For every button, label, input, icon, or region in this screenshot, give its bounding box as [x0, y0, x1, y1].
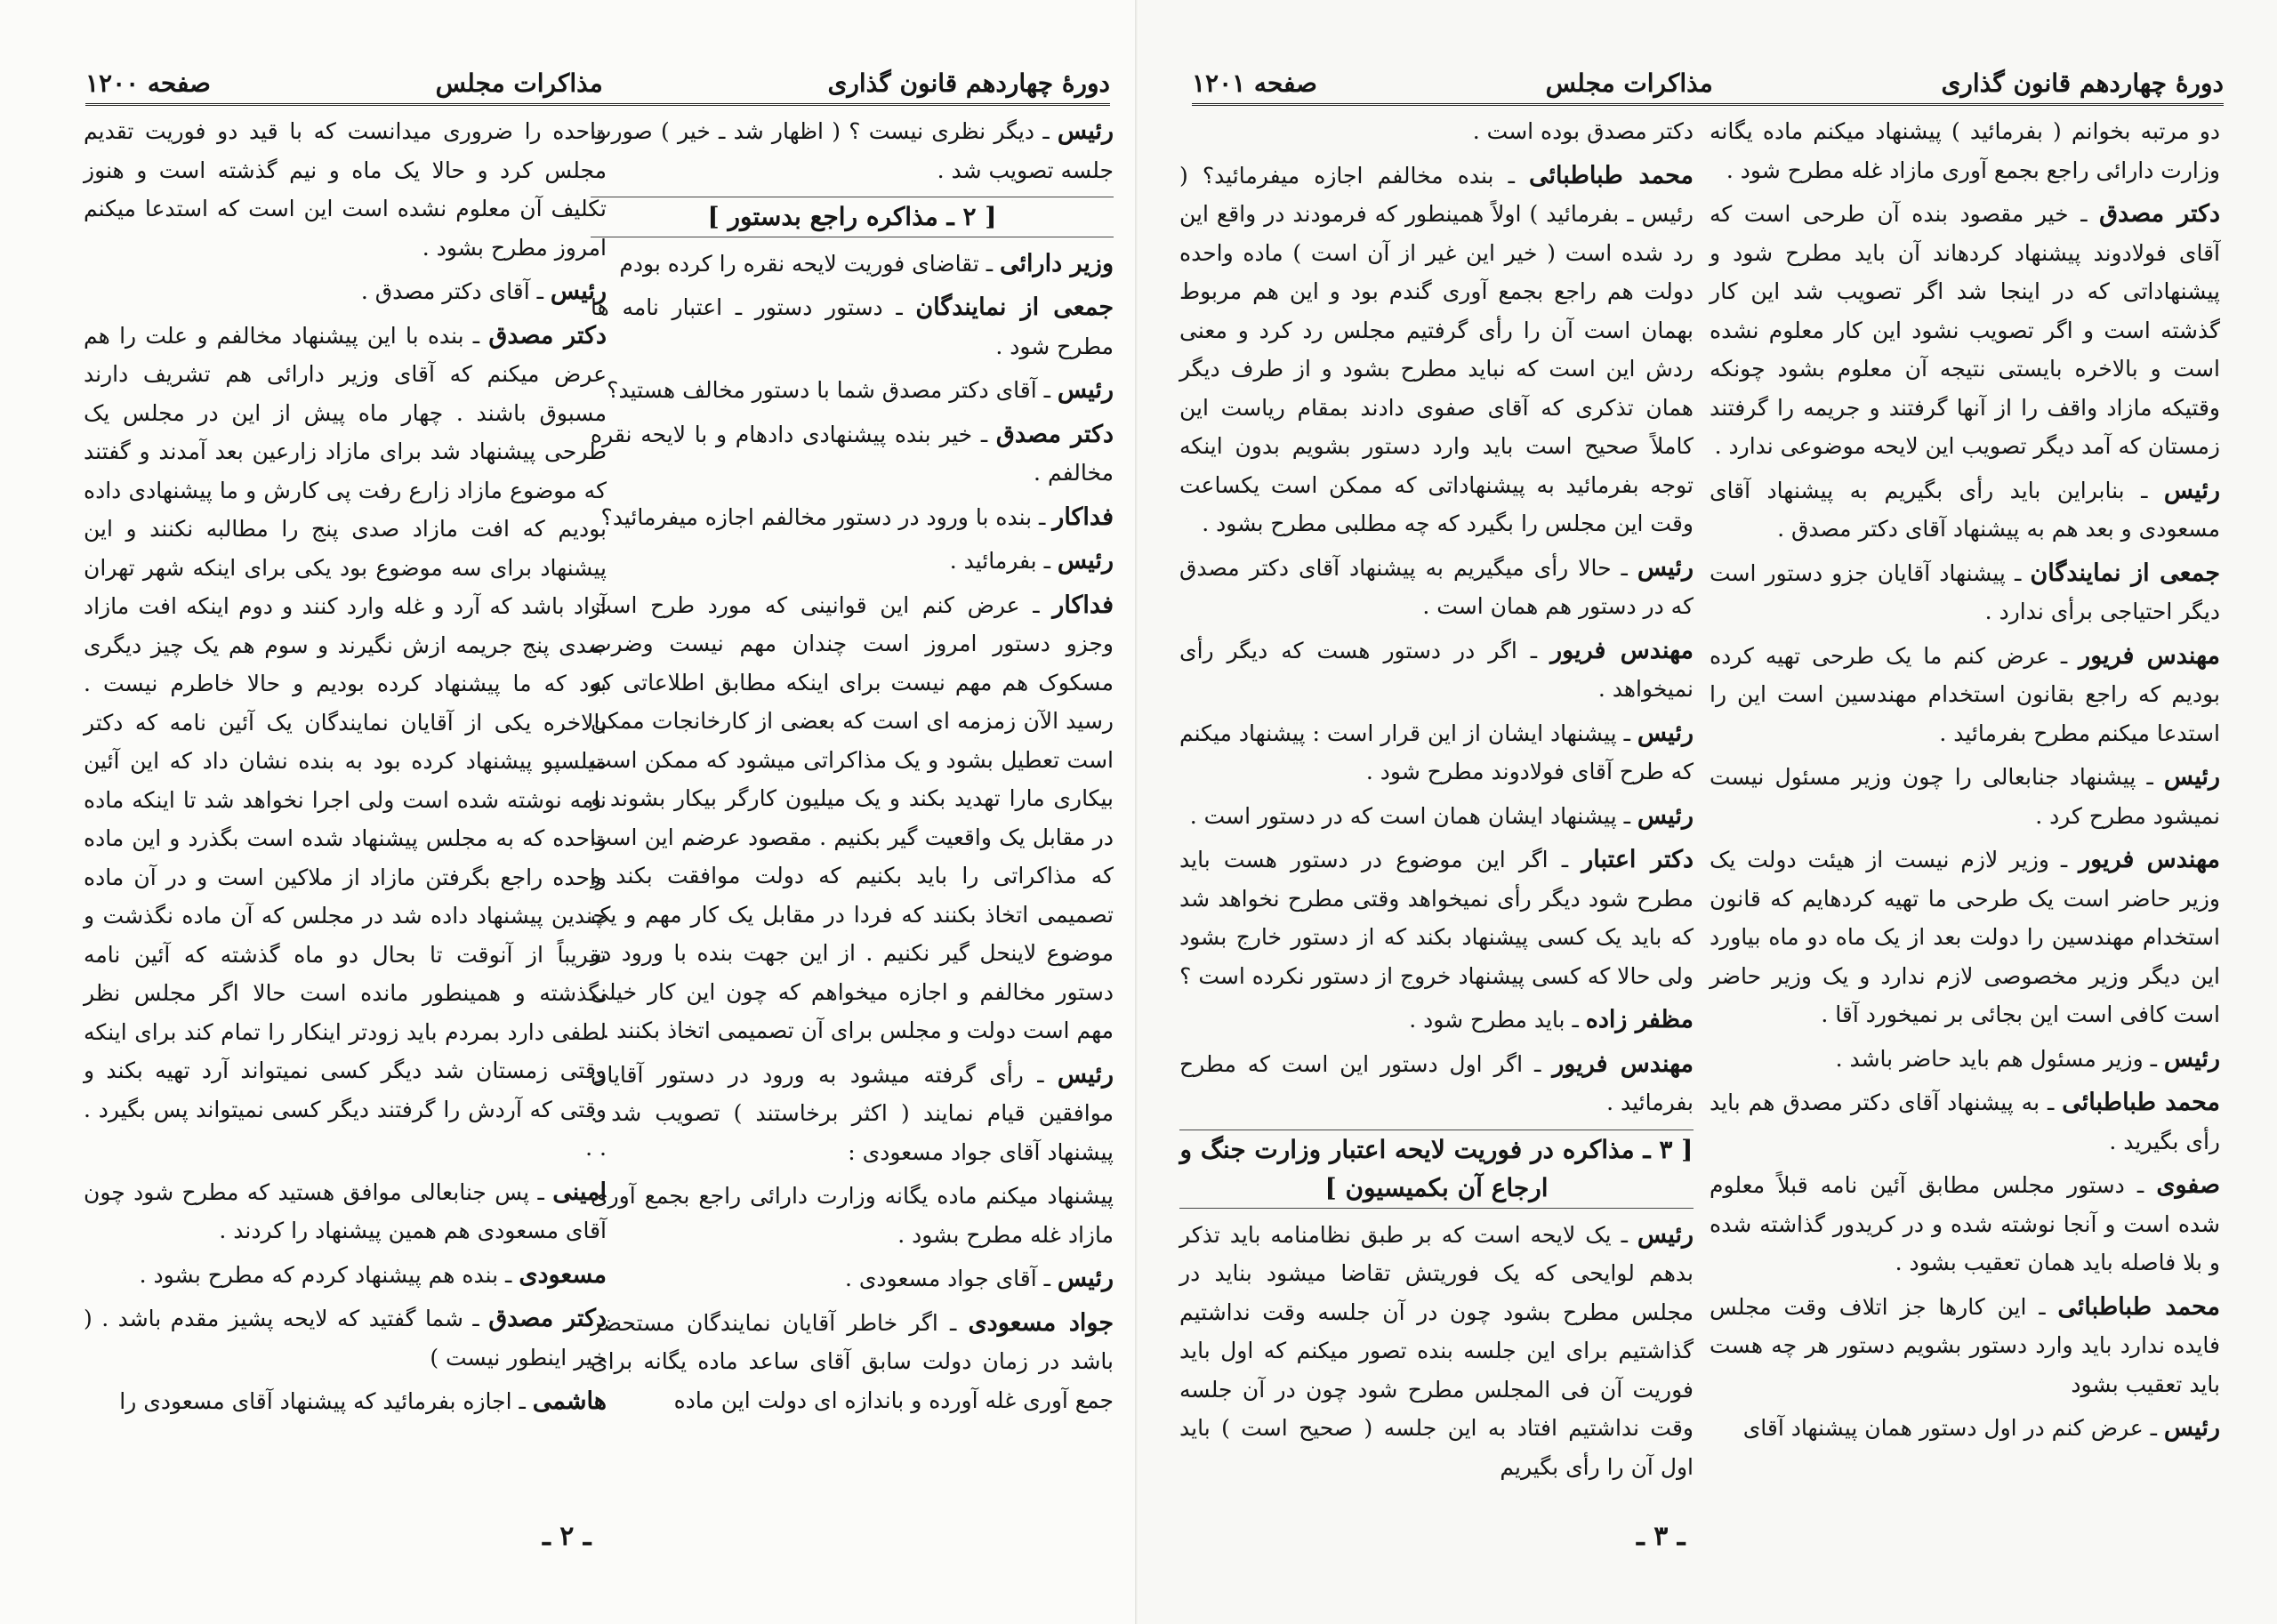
- speaker-name: محمد طباطبائی: [1529, 161, 1694, 189]
- speech-text: یک لایحه است که بر طبق نظامنامه باید تذکر بدهم لوایحی که یک فوریتش تقاضا میشود بناید در مجلس مطرح بشود چون در آن جلسه وقت نداشتیم گذاشتیم برای این جلسه بنده تصور میکنم که اول باید فوریت آن فی المجلس مطرح شود چون در آن جلسه وقت نداشتیم افتاد به این جلسه ( صحیح است ) باید اول آن را رأی بگیریم: [1179, 1221, 1694, 1480]
- text-column-right: [591, 112, 1114, 1425]
- speech-text: پیشنهاد جنابعالی را چون وزیر مسئول نیست نمیشود مطرح کرد .: [1710, 764, 2220, 829]
- transcript-paragraph: [591, 245, 1114, 284]
- transcript-paragraph: [1710, 1040, 2220, 1079]
- speech-text: دیگر نظری نیست ؟ ( اظهار شد ـ خیر ) صورت جلسه تصویب شد .: [591, 118, 1114, 183]
- transcript-paragraph: [1179, 549, 1694, 626]
- transcript-paragraph: [84, 317, 607, 1168]
- speaker-dash: ـ: [978, 250, 1001, 277]
- speaker-name: دکتر مصدق: [995, 420, 1114, 448]
- speaker-dash: ـ: [2143, 1415, 2164, 1441]
- speaker-name: محمد طباطبائی: [2057, 1292, 2221, 1321]
- speech-text: این کارها جز اتلاف وقت مجلس فایده ندارد باید وارد دستور بشویم دستور هر چه هست باید تعقیب بشود: [1710, 1293, 2220, 1397]
- speaker-dash: ـ: [1548, 847, 1582, 872]
- speaker-name: وزیر دارائی: [1000, 249, 1114, 277]
- speaker-name: جمعی از نمایندگان: [2030, 559, 2221, 587]
- speaker-dash: ـ: [2049, 642, 2080, 669]
- speaker-name: رئیس: [550, 277, 607, 305]
- speaker-dash: ـ: [1565, 1007, 1586, 1033]
- transcript-paragraph: [1179, 797, 1694, 836]
- transcript-paragraph: [591, 288, 1114, 366]
- speaker-dash: ـ: [511, 1388, 533, 1414]
- speech-text: آقای جواد مسعودی .: [844, 1266, 1037, 1291]
- transcript-paragraph: [1710, 1288, 2220, 1404]
- transcript-paragraph: [84, 1173, 607, 1250]
- speaker-dash: ـ: [463, 1306, 489, 1331]
- transcript-paragraph: [1179, 1216, 1694, 1487]
- page-number: صفحه ۱۲۰۱: [1192, 68, 1317, 98]
- speaker-dash: ـ: [1036, 377, 1058, 403]
- speaker-name: دکتر اعتبار: [1581, 846, 1694, 873]
- speaker-name: صفوی: [2156, 1171, 2220, 1199]
- speaker-dash: ـ: [2124, 1172, 2157, 1198]
- speaker-dash: ـ: [2068, 201, 2100, 227]
- speaker-dash: ـ: [1036, 1266, 1058, 1291]
- transcript-paragraph: [1710, 112, 2220, 189]
- speech-text: تقاضای فوریت لایحه نقره را کرده بودم: [619, 250, 979, 277]
- transcript-paragraph: [1179, 840, 1694, 995]
- speaker-name: رئیس: [1057, 547, 1114, 575]
- transcript-paragraph: [84, 112, 607, 267]
- speaker-name: دکتر مصدق: [488, 1305, 607, 1332]
- speech-text: پیشنهاد آقایان جزو دستور است دیگر احتیاجی برأی ندارد .: [1710, 559, 2220, 624]
- text-column-right: [1710, 112, 2220, 1453]
- speaker-dash: ـ: [463, 322, 489, 349]
- speaker-name: رئیس: [1057, 117, 1114, 145]
- speaker-dash: ـ: [498, 1261, 519, 1288]
- speaker-name: رئیس: [1637, 553, 1694, 582]
- speaker-dash: ـ: [882, 294, 916, 320]
- transcript-paragraph: [591, 371, 1114, 410]
- transcript-paragraph: [1710, 1166, 2220, 1282]
- section-heading: [ ۳ ـ مذاکره در فوریت لایحه اعتبار وزارت جنگ و ارجاع آن بکمیسیون ]: [1179, 1130, 1694, 1209]
- speaker-name: فداکار: [1052, 502, 1114, 531]
- speech-text: عرض کنم ما یک طرحی تهیه کرده بودیم که راجع بقانون استخدام مهندسین است این را استدعا میکنم مطرح بفرمائید .: [1710, 642, 2220, 746]
- speaker-dash: ـ: [1023, 1061, 1058, 1088]
- speaker-dash: ـ: [2136, 764, 2164, 790]
- transcript-paragraph: [84, 1299, 607, 1377]
- speaker-name: مهندس فریور: [1552, 1049, 1694, 1078]
- transcript-paragraph: [591, 1056, 1114, 1172]
- speaker-dash: ـ: [1616, 720, 1637, 746]
- speaker-dash: ـ: [1611, 554, 1637, 581]
- speaker-name: مهندس فریور: [2079, 846, 2220, 873]
- speech-text: پس جنابعالی موافق هستید که مطرح شود چون آقای مسعودی هم همین پیشنهاد را کردند .: [84, 1178, 607, 1243]
- transcript-paragraph: [591, 112, 1114, 189]
- speaker-name: دکتر مصدق: [2099, 200, 2221, 228]
- speech-text: بنده با ورود در دستور مخالفم اجازه میفرمائید؟: [600, 503, 1033, 530]
- transcript-paragraph: [1179, 1001, 1694, 1040]
- transcript-paragraph: [1710, 637, 2220, 753]
- speaker-name: رئیس: [2163, 476, 2220, 504]
- transcript-paragraph: [1179, 112, 1694, 151]
- speech-text: دکتر مصدق بوده است .: [1472, 118, 1694, 144]
- speech-text: بنده با این پیشنهاد مخالفم و علت را هم عرض میکنم که آقای وزیر دارائی هم تشریف دارند مسبوق باشند . چهار ماه پیش از این در مجلس یک طرحی پیشنهاد شد برای مازاد زارعین بعد آمدند و گفتند که موضوع مازاد زارع رفت پی کارش و ما پیشنهادی داده بودیم که افت مازاد صدی پنج را مطالبه نکنند و این پیشنهاد برای سه موضوع بود یکی برای اینکه شهر تهران آزاد باشد که آرد و غله وارد کنند و دوم اینکه افت مازاد صدی پنج جریمه ازش نگیرند و سوم هم یک چیز دیگری بود که ما پیشنهاد کرده بودیم و حالا خاطرم نیست . بالاخره یکی از آقایان نمایندگان یک آئین نامه که دکتر میلسپو پیشنهاد کرده بود به بنده نشان داد که این آئین نامه نوشته شده است ولی اجرا نخواهد شد تا اینکه ماده واحده که به مجلس پیشنهاد شده است بگذرد و این ماده واحده راجع بگرفتن مازاد از ملاکین است و در آن ماده چندین پیشنهاد داده شد در مجلس که آن ماده نگذشت و تقریباً از آنوقت تا بحال دو ماه گذشته که آئین نامه نگذشته و همینطور مانده است حالا اگر مجلس نظر لطفی دارد بمردم باید زودتر اینکار را تمام کند برای اینکه وقتی زمستان شد دیگر کسی نمیتواند آرد تهیه بکند و وقتی که آردش را گرفتند دیگر کسی نمیتواند پس بگیرد . . .: [84, 322, 607, 1161]
- transcript-paragraph: [1710, 471, 2220, 549]
- speaker-dash: ـ: [1616, 802, 1637, 829]
- transcript-paragraph: [1179, 714, 1694, 792]
- speaker-name: رئیس: [1637, 801, 1694, 830]
- speech-text: پیشنهاد میکنم ماده یگانه وزارت دارائی راجع بجمع آوری مازاد غله مطرح بشود .: [591, 1183, 1114, 1248]
- speaker-name: رئیس: [1057, 1265, 1114, 1292]
- speaker-name: امینی: [552, 1178, 607, 1206]
- speaker-dash: ـ: [529, 1178, 553, 1205]
- speech-text: باید مطرح شود .: [1409, 1007, 1565, 1033]
- speaker-dash: ـ: [1032, 503, 1053, 530]
- transcript-paragraph: [84, 272, 607, 311]
- speech-text: خیر مقصود بنده آن طرحی است که آقای فولادوند پیشنهاد کردهاند آن باید مطرح شود و پیشنهاداتی که در اینجا شد اگر تصویب شد این کار گذشته است و اگر تصویب نشود این کار معلوم نشده است و بالاخره بایستی نتیجه آن معلوم بشود چونکه وقتیکه مازاد واقف را از آنها گرفتند و جریمه را گرفتند زمستان که آمد دیگر تصویب این لایحه موضوعی ندارد .: [1710, 201, 2220, 459]
- speaker-name: هاشمی: [532, 1387, 607, 1415]
- speech-text: اجازه بفرمائید که پیشنهاد آقای مسعودی را: [119, 1388, 512, 1414]
- transcript-paragraph: [591, 498, 1114, 537]
- speech-text: وزیر لازم نیست از هیئت دولت یک وزیر حاضر است یک طرحی ما تهیه کردهایم که قانون استخدام مهندسین را دولت بعد از یک ماه دو ماه بیاورد این دیگر وزیر مخصوصی لازم ندارد و یک وزیر حاضر است کافی است این بجائی بر نمیخورد آقا .: [1710, 847, 2220, 1027]
- speech-text: شما گفتید که لایحه پشیز مقدم باشد . ( خیر اینطور نیست ): [84, 1306, 607, 1371]
- speaker-dash: ـ: [2026, 1293, 2058, 1320]
- speech-text: بفرمائید .: [949, 548, 1037, 574]
- text-column-left: [1179, 112, 1694, 1491]
- speaker-dash: ـ: [972, 421, 996, 447]
- session-series: دورهٔ چهاردهم قانون گذاری: [1941, 68, 2224, 98]
- speaker-name: رئیس: [1637, 719, 1694, 747]
- speaker-name: رئیس: [2163, 763, 2221, 791]
- speaker-dash: ـ: [529, 278, 551, 304]
- speaker-dash: ـ: [2040, 1089, 2063, 1115]
- speaker-dash: ـ: [2005, 559, 2031, 586]
- speech-text: اگر این موضوع در دستور هست باید مطرح شود دیگر رأی نمیخواهد وقتی مطرح نخواهد شد که باید یک کسی پیشنهاد بکند که از دستور خارج بشود ولی حالا که کسی پیشنهاد خروج از دستور نکرده است ؟: [1179, 847, 1694, 989]
- speech-text: دستور دستور ـ اعتبار نامه ها مطرح شود .: [591, 294, 1114, 359]
- speech-text: پیشنهاد ایشان از این قرار است : پیشنهاد میکنم که طرح آقای فولادوند مطرح شود .: [1179, 720, 1694, 784]
- speaker-dash: ـ: [1523, 1050, 1553, 1077]
- transcript-paragraph: [1710, 195, 2220, 466]
- speaker-dash: ـ: [1034, 118, 1058, 144]
- header-title: مذاکرات مجلس: [1545, 68, 1713, 98]
- speaker-name: رئیس: [1057, 1060, 1114, 1089]
- speech-text: آقای دکتر مصدق .: [360, 278, 530, 304]
- page-1201: [1138, 0, 2277, 1624]
- speaker-dash: ـ: [937, 1309, 969, 1336]
- page-number: صفحه ۱۲۰۰: [85, 68, 211, 98]
- speaker-name: مهندس فریور: [2079, 641, 2220, 670]
- speech-text: اگر اول دستور این است که مطرح بفرمائید .: [1179, 1050, 1694, 1115]
- speaker-name: مظفر زاده: [1585, 1006, 1694, 1033]
- speech-text: اگر در دستور هست که دیگر رأی نمیخواهد .: [1179, 637, 1694, 702]
- speech-text: بنابراین باید رأی بگیریم به پیشنهاد آقای مسعودی و بعد هم به پیشنهاد آقای دکتر مصدق .: [1710, 477, 2220, 542]
- transcript-paragraph: [84, 1256, 607, 1295]
- speech-text: دستور مجلس مطابق آئین نامه قبلاً معلوم شده است و آنجا نوشته شده و در کریدور گذاشته شده و بلا فاصله باید همان تعقیب بشود .: [1710, 1172, 2220, 1275]
- transcript-paragraph: [1710, 840, 2220, 1034]
- speaker-dash: ـ: [1611, 1221, 1637, 1248]
- transcript-paragraph: [591, 586, 1114, 1050]
- transcript-paragraph: [84, 1382, 607, 1421]
- transcript-paragraph: [1710, 1083, 2220, 1161]
- transcript-paragraph: [1179, 631, 1694, 709]
- speaker-name: رئیس: [1637, 1220, 1694, 1249]
- transcript-paragraph: [591, 1177, 1114, 1254]
- transcript-paragraph: [591, 415, 1114, 493]
- speech-text: به پیشنهاد آقای دکتر مصدق هم باید رأی بگیرید .: [1710, 1089, 2220, 1154]
- speaker-dash: ـ: [1517, 637, 1551, 663]
- speaker-name: مسعودی: [519, 1260, 607, 1289]
- speech-text: بنده هم پیشنهاد کردم که مطرح بشود .: [139, 1261, 499, 1288]
- speaker-dash: ـ: [1493, 162, 1530, 189]
- speaker-dash: ـ: [1036, 548, 1058, 574]
- speaker-name: دکتر مصدق: [488, 321, 607, 350]
- session-series: دورهٔ چهاردهم قانون گذاری: [827, 68, 1110, 98]
- text-column-left: [84, 112, 607, 1427]
- page-footer-number: ـ ۲ ـ: [543, 1521, 591, 1552]
- speech-text: اگر خاطر آقایان نمایندگان مستحضر باشد در زمان دولت سابق آقای ساعد ماده یگانه برای جمع آوری غله آورده و باندازه ای دولت این ماده: [591, 1309, 1114, 1413]
- section-heading: [ ۲ ـ مذاکره راجع بدستور ]: [591, 197, 1114, 237]
- page-1200: [0, 0, 1138, 1624]
- transcript-paragraph: [1710, 554, 2220, 631]
- speech-text: پیشنهاد ایشان همان است که در دستور است .: [1189, 802, 1617, 829]
- transcript-paragraph: [591, 1259, 1114, 1298]
- speech-text: بنده مخالفم اجازه میفرمائید؟ ( رئیس ـ بفرمائید ) اولاً همینطور که فرمودند در واقع این رد شده است ( خیر این غیر از آن است ) ماده واحده دولت هم راجع بجمع آوری گندم بود و این هم مربوط بهمان است آن را رأی گرفتیم مجلس رد کرد و معنی ردش این است که نباید مطرح بشود و از طرف دیگر همان تذکری که آقای صفوی دادند بمقام ریاست این کاملاً صحیح است باید وارد دستور بشویم بدون اینکه توجه بفرمائید به پیشنهاداتی که ممکن است یکساعت وقت این مجلس را بگیرد که چه مطلبی مطرح بشود .: [1179, 162, 1694, 536]
- transcript-paragraph: [591, 542, 1114, 581]
- speech-text: حالا رأی میگیریم به پیشنهاد آقای دکتر مصدق که در دستور هم همان است .: [1179, 554, 1694, 619]
- speaker-name: رئیس: [1057, 376, 1114, 404]
- speech-text: رأی گرفته میشود به ورود در دستور آقایان موافقین قیام نمایند ( اکثر برخاستند ) تصویب شد . پیشنهاد آقای جواد مسعودی :: [591, 1061, 1114, 1165]
- speaker-dash: ـ: [2049, 847, 2080, 872]
- speaker-dash: ـ: [1019, 591, 1053, 618]
- speaker-name: فداکار: [1052, 591, 1114, 619]
- speech-text: عرض کنم این قوانینی که مورد طرح است وجزو دستور امروز است چندان مهم نیست وضرب مسکوک هم مهم نیست برای اینکه مطابق اطلاعاتی که رسید الآن زمزمه ای است که بعضی از کارخانجات ممکن است تعطیل بشود و یک مذاکراتی میشود که ممکن است بیکاری مارا تهدید بکند و یک میلیون کارگر بیکار بشوند و در مقابل یک واقعیت گیر بکنیم . مقصود عرضم این است که مذاکراتی را باید بکنیم که دولت موافقت بکند و تصمیمی اتخاذ بکنند که فردا در مقابل یک کار مهم و یک موضوع لاینحل گیر نکنیم . از این جهت بنده با ورود در دستور مخالفم و اجازه میخواهم که چون این کار خیلی مهم است دولت و مجلس برای آن تصمیمی اتخاذ بکنند .: [591, 591, 1114, 1043]
- page-footer-number: ـ ۳ ـ: [1637, 1521, 1686, 1552]
- transcript-paragraph: [1179, 157, 1694, 543]
- speaker-name: مهندس فریور: [1550, 636, 1694, 664]
- speaker-dash: ـ: [2143, 1045, 2164, 1072]
- speaker-name: جمعی از نمایندگان: [915, 293, 1114, 321]
- speech-text: خیر بنده پیشنهادی دادهام و با لایحه نقره مخالفم .: [591, 421, 1114, 486]
- speech-text: وزیر مسئول هم باید حاضر باشد .: [1835, 1045, 2144, 1072]
- speaker-name: رئیس: [2163, 1044, 2220, 1073]
- speech-text: واحده را ضروری میدانست که با قید دو فوریت تقدیم مجلس کرد و حالا یک ماه و نیم گذشته است و هنوز تکلیف آن معلوم نشده است این است که استدعا میکنم امروز مطرح بشود .: [84, 118, 607, 261]
- header-title: مذاکرات مجلس: [435, 68, 603, 98]
- speech-text: آقای دکتر مصدق شما با دستور مخالف هستید؟: [607, 377, 1037, 403]
- speaker-dash: ـ: [2124, 477, 2164, 503]
- speaker-name: جواد مسعودی: [968, 1308, 1114, 1337]
- page-header: [1192, 59, 2224, 106]
- speaker-name: رئیس: [2163, 1414, 2220, 1442]
- transcript-paragraph: [1179, 1045, 1694, 1122]
- transcript-paragraph: [591, 1304, 1114, 1420]
- speaker-name: محمد طباطبائی: [2062, 1089, 2220, 1116]
- transcript-paragraph: [1710, 758, 2220, 835]
- speech-text: دو مرتبه بخوانم ( بفرمائید ) پیشنهاد میکنم ماده یگانه وزارت دارائی راجع بجمع آوری مازاد غله مطرح شود .: [1710, 118, 2220, 183]
- speech-text: عرض کنم در اول دستور همان پیشنهاد آقای: [1742, 1415, 2144, 1441]
- page-header: [85, 59, 1110, 106]
- transcript-paragraph: [1710, 1409, 2220, 1448]
